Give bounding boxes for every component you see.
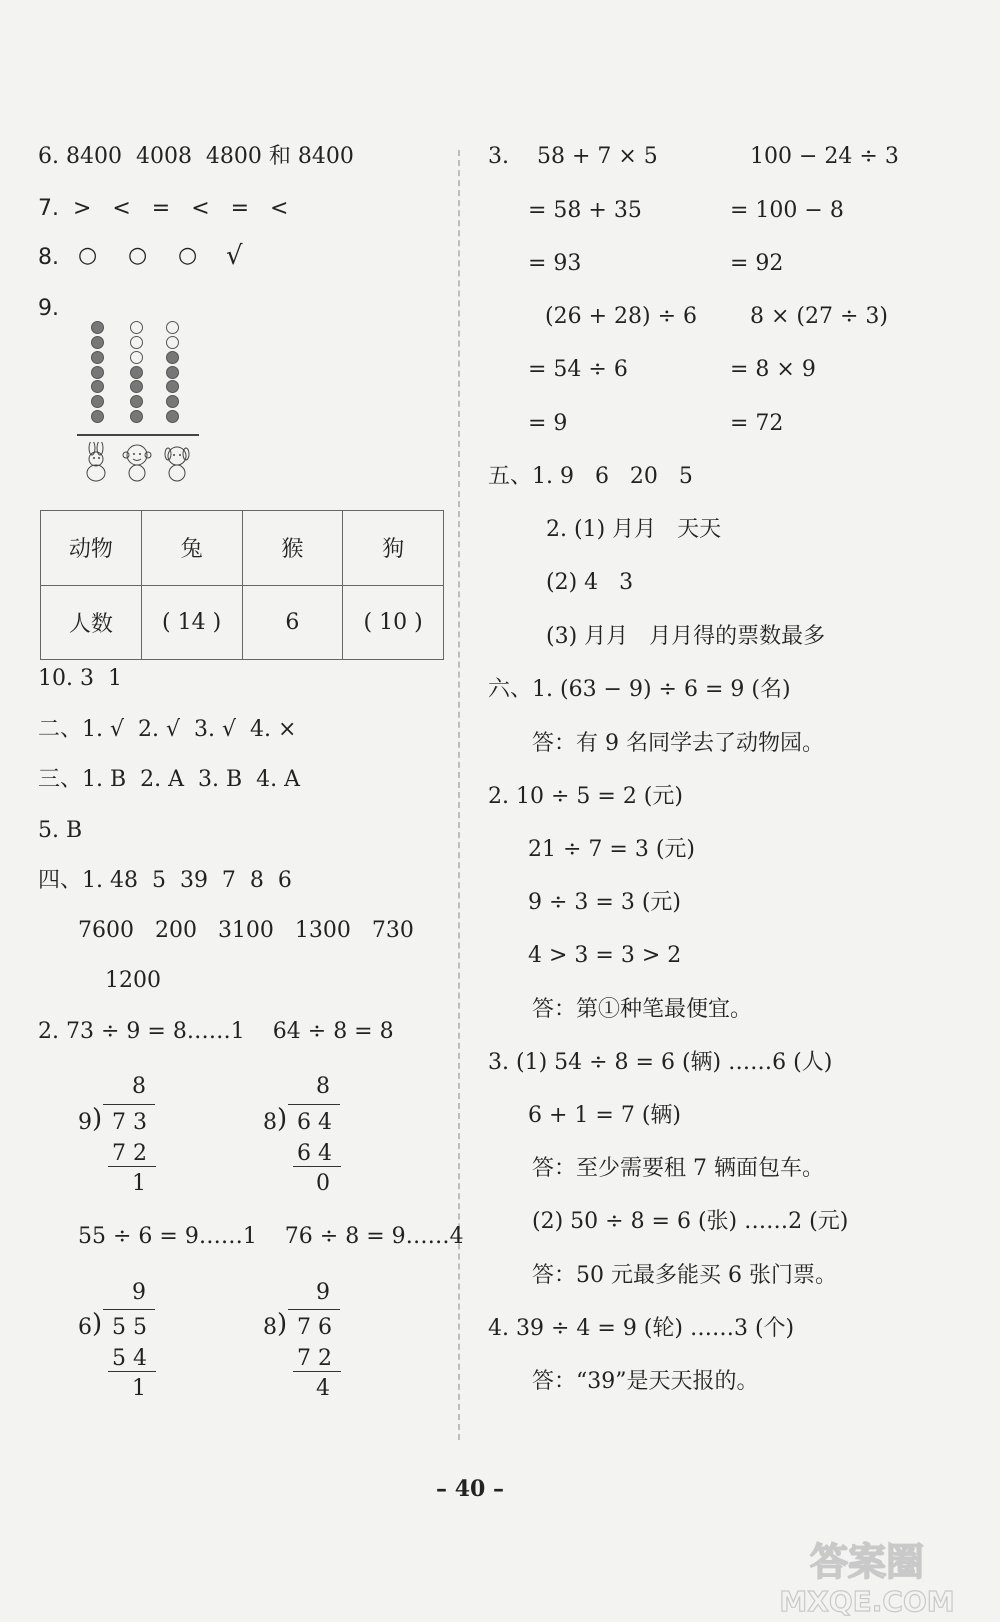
subtraction-bar: [108, 1371, 156, 1372]
quotient: 8: [132, 1074, 146, 1099]
division-bracket: ): [277, 1309, 288, 1339]
answer-8-mark: √: [226, 241, 243, 271]
bead-filled: [130, 380, 143, 393]
bead-filled: [166, 351, 179, 364]
product: 5 4: [112, 1346, 147, 1371]
section-3-answers: 三、1. B 2. A 3. B 4. A: [38, 767, 301, 792]
answer-8-label: 8.: [38, 245, 59, 270]
quotient: 9: [316, 1280, 330, 1305]
section-5-answer-1: 五、1. 9 6 20 5: [488, 464, 693, 489]
bead-filled: [166, 395, 179, 408]
section-6-answer-3-line2: 6 + 1 = 7 (辆): [528, 1103, 681, 1128]
table-cell: 猴: [242, 511, 343, 586]
division-bar: [288, 1104, 340, 1105]
product: 7 2: [112, 1141, 147, 1166]
answer-7: 7. > < = < = <: [38, 196, 289, 221]
watermark-logo: [745, 1535, 990, 1617]
answer-r3-line2: = 58 + 35: [528, 198, 642, 223]
section-4-answer-2: 2. 73 ÷ 9 = 8……1 64 ÷ 8 = 8: [38, 1019, 394, 1044]
answer-8-mark: ○: [178, 243, 198, 268]
section-4-answer-1-line2: 7600 200 3100 1300 730: [78, 918, 414, 943]
divisor: 8: [263, 1110, 277, 1135]
section-2-answers: 二、1. √ 2. √ 3. √ 4. ×: [38, 717, 297, 742]
division-bracket: ): [277, 1104, 288, 1134]
product: 6 4: [297, 1141, 332, 1166]
section-6-answer-2: 2. 10 ÷ 5 = 2 (元): [488, 784, 683, 809]
abacus-base: [77, 434, 199, 436]
watermark-top: 答案圈: [809, 1540, 925, 1584]
bead-filled: [166, 366, 179, 379]
rabbit-icon: [80, 442, 114, 482]
section-4-answer-2-line2: 55 ÷ 6 = 9……1 76 ÷ 8 = 9……4: [78, 1224, 464, 1249]
bead-filled: [91, 321, 104, 334]
section-4-answer-1: 四、1. 48 5 39 7 8 6: [38, 868, 292, 893]
section-6-answer-2-statement: 答：第①种笔最便宜。: [532, 997, 753, 1022]
animal-count-table: [40, 510, 444, 660]
division-bracket: ): [92, 1309, 103, 1339]
section-6-answer-3: 3. (1) 54 ÷ 8 = 6 (辆) ……6 (人): [488, 1050, 833, 1075]
answer-8-mark: ○: [78, 243, 98, 268]
answer-r3-line2b: = 100 − 8: [730, 198, 844, 223]
answer-r3-line3: = 93: [528, 251, 582, 276]
bead-filled: [166, 380, 179, 393]
bead-empty: [166, 336, 179, 349]
divisor: 6: [78, 1315, 92, 1340]
subtraction-bar: [293, 1166, 341, 1167]
remainder: 0: [316, 1171, 330, 1196]
section-6-answer-1: 六、1. (63 − 9) ÷ 6 = 9 (名): [488, 677, 791, 702]
section-6-answer-4-statement: 答：“39”是天天报的。: [532, 1369, 759, 1394]
bead-filled: [91, 351, 104, 364]
watermark-bottom: MXQE.COM: [779, 1585, 955, 1617]
bead-filled: [130, 410, 143, 423]
remainder: 1: [132, 1171, 146, 1196]
answer-10: 10. 3 1: [38, 666, 122, 691]
section-5-answer-2: 2. (1) 月月 天天: [546, 517, 722, 542]
monkey-icon: [120, 442, 154, 482]
bead-filled: [166, 410, 179, 423]
answer-r3-line5: = 54 ÷ 6: [528, 357, 628, 382]
table-cell: 兔: [141, 511, 242, 586]
section-6-answer-2-line4: 4 > 3 = 3 > 2: [528, 943, 682, 968]
dividend: 7 6: [297, 1315, 332, 1340]
bead-filled: [91, 410, 104, 423]
answer-9-label: 9.: [38, 296, 59, 321]
answer-r3-line4: (26 + 28) ÷ 6: [545, 304, 697, 329]
dividend: 5 5: [112, 1315, 147, 1340]
division-bar: [288, 1309, 340, 1310]
bead-filled: [91, 366, 104, 379]
section-6-answer-3-2-statement: 答：50 元最多能买 6 张门票。: [532, 1263, 837, 1288]
section-4-answer-1-line3: 1200: [105, 968, 161, 993]
section-6-answer-1-statement: 答：有 9 名同学去了动物园。: [532, 731, 824, 756]
answer-r3-line6b: = 72: [730, 411, 784, 436]
remainder: 1: [132, 1376, 146, 1401]
table-cell: 人数: [41, 585, 142, 660]
bead-empty: [130, 351, 143, 364]
bead-filled: [91, 380, 104, 393]
bead-empty: [130, 321, 143, 334]
bead-filled: [91, 336, 104, 349]
page-number: – 40 –: [436, 1476, 504, 1502]
bead-empty: [166, 321, 179, 334]
product: 7 2: [297, 1346, 332, 1371]
answer-8-mark: ○: [128, 243, 148, 268]
table-cell: 6: [242, 585, 343, 660]
table-cell: ( 14 ): [141, 585, 242, 660]
section-6-answer-2-line3: 9 ÷ 3 = 3 (元): [528, 890, 681, 915]
dividend: 6 4: [297, 1110, 332, 1135]
bead-filled: [130, 395, 143, 408]
section-6-answer-4: 4. 39 ÷ 4 = 9 (轮) ……3 (个): [488, 1316, 795, 1341]
division-bar: [103, 1104, 155, 1105]
answer-r3-line6: = 9: [528, 411, 568, 436]
section-6-answer-3-2: (2) 50 ÷ 8 = 6 (张) ……2 (元): [532, 1209, 849, 1234]
quotient: 8: [316, 1074, 330, 1099]
division-bar: [103, 1309, 155, 1310]
divisor: 9: [78, 1110, 92, 1135]
answer-r3-line1: 3. 58 + 7 × 5: [488, 144, 658, 169]
section-5-answer-2-2: (2) 4 3: [546, 570, 634, 595]
bead-filled: [130, 366, 143, 379]
bead-empty: [130, 336, 143, 349]
section-3-answer-5: 5. B: [38, 818, 83, 843]
table-row: [41, 511, 444, 586]
section-6-answer-3-statement: 答：至少需要租 7 辆面包车。: [532, 1156, 824, 1181]
answer-r3-line5b: = 8 × 9: [730, 357, 816, 382]
table-cell: 动物: [41, 511, 142, 586]
answer-6: 6. 8400 4008 4800 和 8400: [38, 144, 354, 169]
subtraction-bar: [293, 1371, 341, 1372]
division-bracket: ): [92, 1104, 103, 1134]
dividend: 7 3: [112, 1110, 147, 1135]
answer-r3-line1b: 100 − 24 ÷ 3: [750, 144, 899, 169]
bead-filled: [91, 395, 104, 408]
answer-r3-line4b: 8 × (27 ÷ 3): [750, 304, 888, 329]
answer-r3-line3b: = 92: [730, 251, 784, 276]
remainder: 4: [316, 1376, 330, 1401]
section-5-answer-2-3: (3) 月月 月月得的票数最多: [546, 624, 826, 649]
subtraction-bar: [108, 1166, 156, 1167]
quotient: 9: [132, 1280, 146, 1305]
section-6-answer-2-line2: 21 ÷ 7 = 3 (元): [528, 837, 695, 862]
table-cell: ( 10 ): [343, 585, 444, 660]
divisor: 8: [263, 1315, 277, 1340]
table-cell: 狗: [343, 511, 444, 586]
dog-icon: [160, 442, 194, 482]
table-row: [41, 585, 444, 660]
